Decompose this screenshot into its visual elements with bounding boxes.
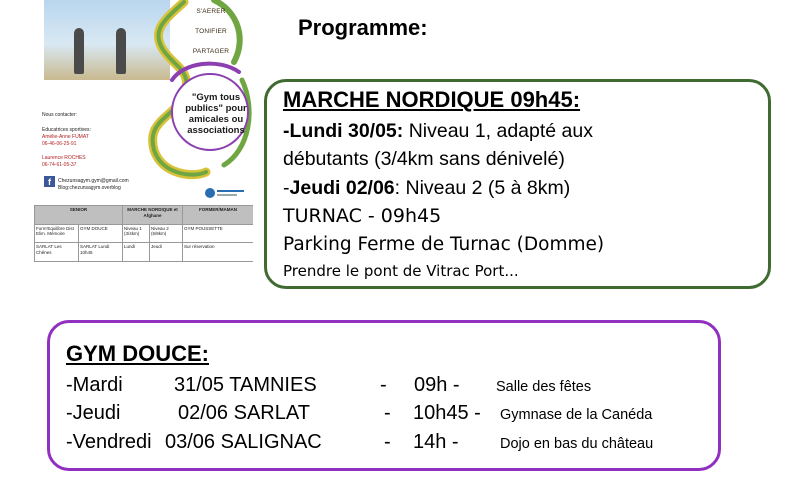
marche-line-monday: [283, 120, 593, 143]
flyer-schedule-table: [34, 205, 253, 262]
gym-row-dash: -: [384, 431, 391, 453]
gym-row-day: -Vendredi: [66, 431, 152, 453]
flyer-slogan: S'AERER: [196, 8, 226, 15]
marche-monday-date: -Lundi 30/05:: [283, 120, 404, 142]
table-cell: GYM DOUCE: [79, 224, 123, 243]
gym-row-dash: -: [384, 402, 391, 424]
table-cell: Jeudi: [150, 243, 183, 262]
flyer-blog: Blog:chezunsagym.overblog: [58, 185, 121, 191]
table-header: MARCHE NORDIQUE et Afghane: [123, 206, 183, 225]
gym-row-time: 09h -: [414, 374, 460, 396]
marche-line-thursday: [283, 177, 570, 200]
table-cell: Niveau 2 (5/8km): [150, 224, 183, 243]
marche-directions: Prendre le pont de Vitrac Port...: [283, 262, 519, 280]
marche-parking: Parking Ferme de Turnac (Domme): [283, 234, 605, 255]
flyer-educator-name: Amélie-Anne FUMAT: [42, 134, 89, 140]
gym-row-time: 14h -: [413, 431, 459, 453]
table-cell: Niveau 1 (3/4km): [123, 224, 150, 243]
table-header: SENIOR: [35, 206, 123, 225]
table-cell: Form'Equilibre Dist Elim. Mémoire: [35, 224, 79, 243]
marche-dash: -: [283, 177, 290, 199]
gym-row-place: Dojo en bas du château: [500, 436, 654, 452]
gym-row-day: -Mardi: [66, 374, 123, 396]
gym-douce-title: GYM DOUCE:: [66, 341, 209, 366]
table-cell: GYM POUSSETTE: [183, 224, 253, 243]
flyer-educators-label: Educatrices sportives:: [42, 127, 91, 133]
marche-title: MARCHE NORDIQUE 09h45:: [283, 87, 581, 112]
marche-thursday-text: : Niveau 2 (5 à 8km): [394, 177, 571, 199]
gym-row-date: 03/06 SALIGNAC: [165, 431, 322, 453]
marche-location-time: TURNAC - 09h45: [283, 205, 442, 227]
table-cell: SARLAT Lundi 10h45: [79, 243, 123, 262]
table-cell: Lundi: [123, 243, 150, 262]
flyer-contact-label: Nous contacter:: [42, 112, 78, 118]
marche-thursday-date: Jeudi 02/06: [289, 177, 395, 199]
flyer-thumbnail: [34, 0, 253, 262]
marche-monday-text: Niveau 1, adapté aux: [403, 120, 593, 142]
flyer-email: Chezunsagym.gym@gmail.com: [58, 178, 129, 184]
federation-logo: [204, 185, 246, 201]
gym-row-time: 10h45 -: [413, 402, 481, 424]
table-cell: Sur réservation: [183, 243, 253, 262]
flyer-educator-phone: 06-74-61-05-37: [42, 162, 77, 168]
table-cell: SARLAT Les Chênes: [35, 243, 79, 262]
flyer-educator-name: Laurence ROCHES: [42, 155, 86, 161]
gym-row-place: Gymnase de la Canéda: [500, 407, 653, 423]
gym-row-place: Salle des fêtes: [496, 379, 592, 395]
gym-row-date: 31/05 TAMNIES: [174, 374, 317, 396]
programme-title: Programme:: [298, 15, 428, 40]
facebook-icon: f: [44, 176, 55, 187]
flyer-educator-phone: 06-46-06-25-91: [42, 141, 77, 147]
flyer-slogan: PARTAGER: [192, 48, 230, 55]
flyer-slogan: TONIFIER: [195, 28, 227, 35]
marche-line-beginners: débutants (3/4km sans dénivelé): [283, 148, 565, 170]
gym-row-date: 02/06 SARLAT: [178, 402, 310, 424]
gym-row-dash: -: [380, 374, 387, 396]
gym-row-day: -Jeudi: [66, 402, 121, 424]
flyer-gym-text: "Gym tous publics" pour amicales ou associations: [185, 92, 247, 136]
table-header: FORMER/MAMAN: [183, 206, 253, 225]
